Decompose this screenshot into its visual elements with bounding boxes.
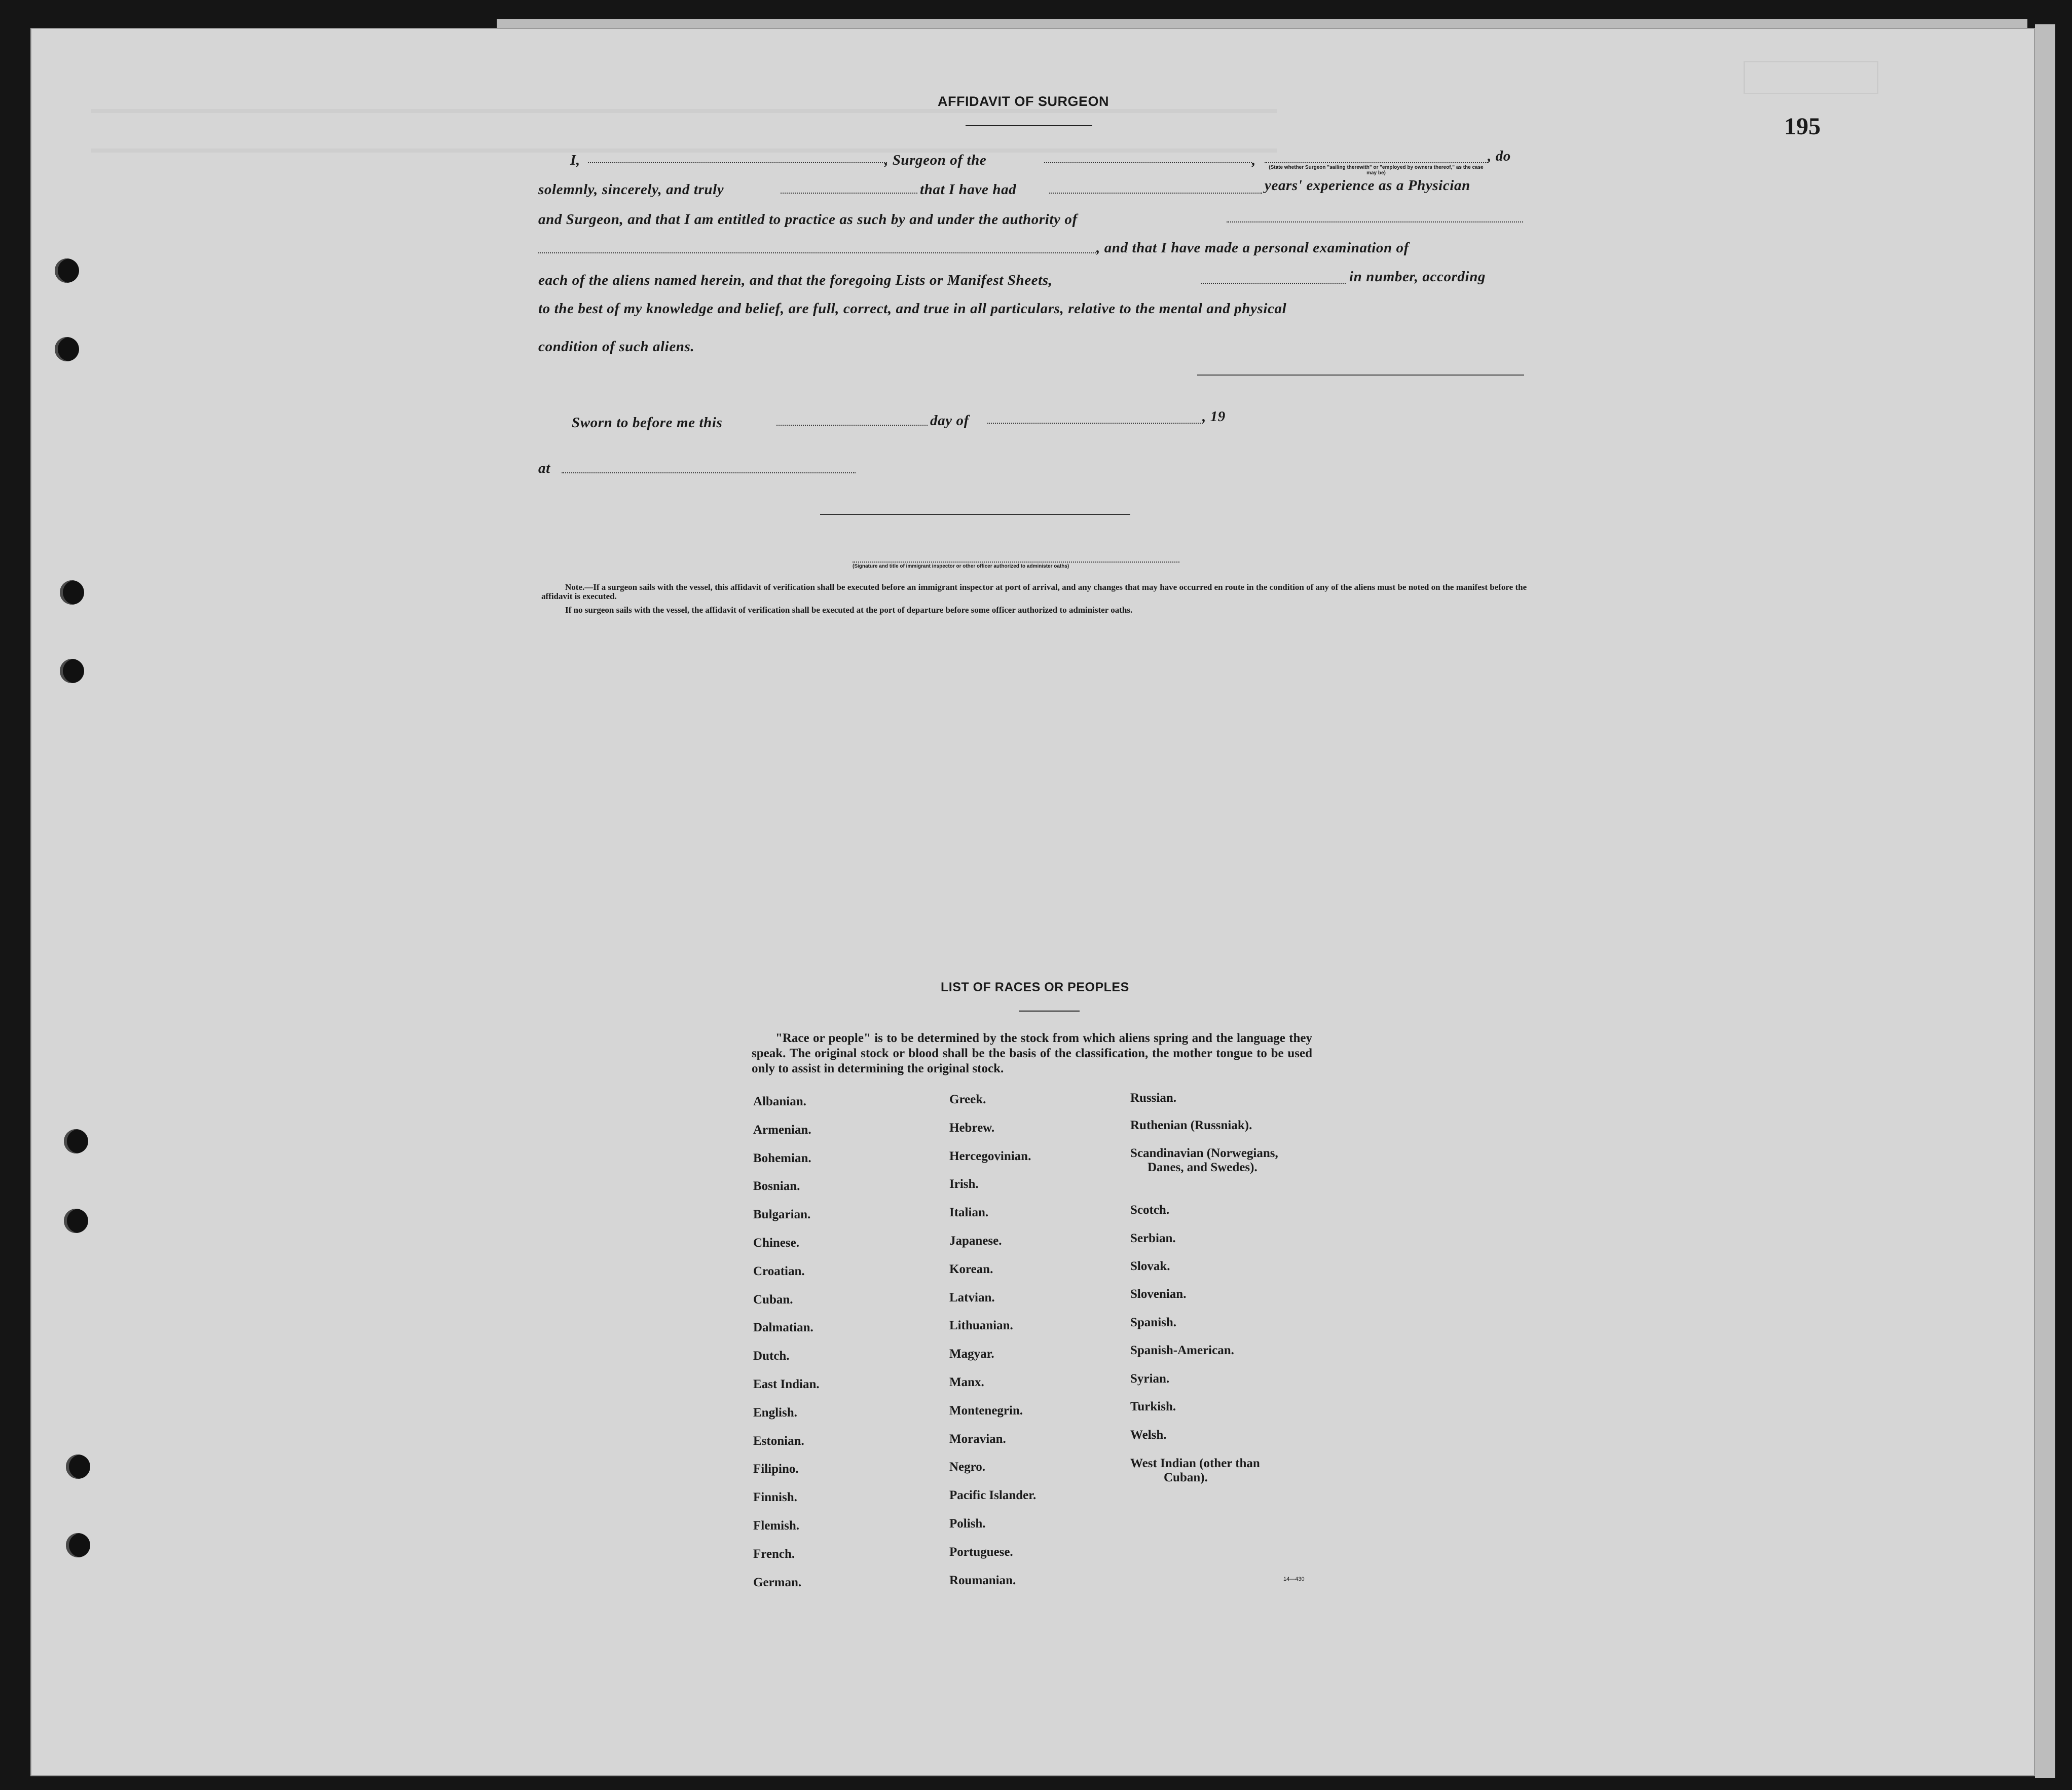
bleed-through-stamp	[1744, 61, 1878, 94]
race-item: Pacific Islander.	[949, 1488, 1037, 1502]
solemnly-blank[interactable]	[781, 193, 917, 194]
affidavit-line1-i: I,	[570, 152, 580, 168]
surgeon-status-instruction: (State whether Surgeon "sailing therewith" or "employed by owners thereof," as the case may be)	[1269, 165, 1484, 176]
vessel-name-blank[interactable]	[1044, 162, 1252, 163]
sworn-day-of: day of	[930, 413, 969, 429]
affidavit-line2-solemnly: solemnly, sincerely, and truly	[538, 181, 724, 198]
affidavit-line1-do: , do	[1488, 148, 1511, 164]
affidavit-note-1: Note.—If a surgeon sails with the vessel, this affidavit of verification shall be executed before an immigrant inspector at port of arrival, and any changes that may have occurred en route in the condition of any of the aliens must be noted on the manifest before the affidavit is executed.	[541, 582, 1527, 601]
binder-hole-5	[64, 1129, 88, 1153]
race-item: Hebrew.	[949, 1121, 995, 1135]
race-item: Montenegrin.	[949, 1404, 1023, 1418]
sworn-place-blank[interactable]	[562, 472, 856, 473]
binder-hole-3	[60, 580, 84, 605]
race-item: Bosnian.	[753, 1179, 800, 1193]
race-item: Armenian.	[753, 1123, 811, 1137]
binder-hole-6	[64, 1209, 88, 1233]
affidavit-line1-comma: ,	[1252, 152, 1256, 168]
surgeon-signature-line[interactable]	[1197, 375, 1524, 376]
sworn-day-blank[interactable]	[776, 425, 928, 426]
race-item: Scandinavian (Norwegians,	[1130, 1146, 1278, 1160]
race-item: Ruthenian (Russniak).	[1130, 1118, 1252, 1132]
race-item: Slovak.	[1130, 1259, 1170, 1273]
affidavit-title-rule	[966, 125, 1092, 126]
race-item: Roumanian.	[949, 1574, 1016, 1587]
race-item: Cuban.	[753, 1293, 793, 1307]
race-item: Scotch.	[1130, 1203, 1170, 1217]
race-item: Finnish.	[753, 1490, 797, 1504]
race-item: Latvian.	[949, 1291, 995, 1304]
authority-blank-1[interactable]	[1227, 221, 1523, 222]
authority-blank-2[interactable]	[538, 252, 1096, 253]
binder-hole-8	[66, 1533, 90, 1557]
race-item: Portuguese.	[949, 1545, 1013, 1559]
sworn-month-blank[interactable]	[987, 423, 1203, 424]
race-item: Bohemian.	[753, 1151, 811, 1165]
affidavit-note-2: If no surgeon sails with the vessel, the affidavit of verification shall be executed at the port of departure before some officer authorized to administer oaths.	[565, 605, 1133, 615]
affidavit-title: AFFIDAVIT OF SURGEON	[938, 94, 1109, 109]
binder-hole-2	[55, 337, 79, 361]
bleed-through-header	[91, 109, 1277, 153]
race-item: Italian.	[949, 1206, 989, 1219]
affidavit-line3: and Surgeon, and that I am entitled to practice as such by and under the authority of	[538, 211, 1078, 228]
race-item: Syrian.	[1130, 1372, 1170, 1386]
race-item: Albanian.	[753, 1095, 806, 1108]
sworn-text: Sworn to before me this	[572, 415, 723, 431]
right-page-edge	[2035, 24, 2055, 1778]
race-item: Slovenian.	[1130, 1287, 1187, 1301]
race-item: Manx.	[949, 1375, 984, 1389]
race-item: Magyar.	[949, 1347, 994, 1361]
race-item: Negro.	[949, 1460, 986, 1474]
binder-hole-4	[60, 659, 84, 683]
sworn-at: at	[538, 460, 550, 476]
race-item: German.	[753, 1576, 802, 1589]
manifest-sheets-count-blank[interactable]	[1201, 283, 1346, 284]
race-item: Cuban).	[1164, 1471, 1208, 1484]
race-item: Irish.	[949, 1177, 979, 1191]
race-item: Turkish.	[1130, 1400, 1176, 1413]
race-item: English.	[753, 1406, 797, 1420]
affidavit-line1-surgeon: , Surgeon of the	[884, 152, 987, 168]
race-item: Dalmatian.	[753, 1321, 813, 1334]
race-item: Welsh.	[1130, 1428, 1167, 1442]
affidavit-line7: condition of such aliens.	[538, 339, 695, 355]
surgeon-name-blank[interactable]	[588, 162, 887, 163]
race-item: Korean.	[949, 1262, 993, 1276]
races-title-rule	[1019, 1011, 1080, 1012]
race-item: Danes, and Swedes).	[1148, 1161, 1257, 1174]
race-item: Bulgarian.	[753, 1208, 811, 1221]
race-item: Serbian.	[1130, 1232, 1176, 1245]
race-item: Polish.	[949, 1517, 986, 1531]
sworn-year: , 19	[1202, 408, 1226, 425]
race-item: East Indian.	[753, 1377, 820, 1391]
race-item: French.	[753, 1547, 795, 1561]
race-item: Dutch.	[753, 1349, 790, 1363]
affidavit-line6: to the best of my knowledge and belief, are full, correct, and true in all particulars, relative to the mental and physical	[538, 301, 1287, 317]
races-intro: "Race or people" is to be determined by the stock from which aliens spring and the language they speak. The original stock or blood shall be the basis of the classification, the mother tongue to be used only to assist in determining the original stock.	[752, 1031, 1312, 1075]
affidavit-line2-years: years' experience as a Physician	[1265, 177, 1470, 194]
inspector-signature-line[interactable]	[853, 562, 1179, 563]
officer-line[interactable]	[820, 514, 1130, 515]
race-item: Flemish.	[753, 1519, 799, 1533]
binder-hole-1	[55, 258, 79, 283]
form-code: 14—430	[1283, 1576, 1305, 1582]
affidavit-line5: each of the aliens named herein, and that the foregoing Lists or Manifest Sheets,	[538, 272, 1053, 288]
race-item: Japanese.	[949, 1234, 1002, 1248]
races-title: LIST OF RACES OR PEOPLES	[941, 980, 1129, 994]
binder-hole-7	[66, 1455, 90, 1479]
race-item: Estonian.	[753, 1434, 804, 1448]
race-item: Greek.	[949, 1093, 986, 1106]
race-item: Moravian.	[949, 1432, 1006, 1446]
race-item: Spanish.	[1130, 1316, 1177, 1329]
race-item: Lithuanian.	[949, 1319, 1013, 1332]
race-item: Croatian.	[753, 1264, 805, 1278]
race-item: Russian.	[1130, 1091, 1177, 1105]
inspector-signature-caption: (Signature and title of immigrant inspector or other officer authorized to administer oaths)	[853, 564, 1069, 569]
race-item: West Indian (other than	[1130, 1457, 1260, 1470]
race-item: Hercegovinian.	[949, 1149, 1031, 1163]
surgeon-status-blank[interactable]	[1265, 162, 1488, 163]
affidavit-line4: , and that I have made a personal examination of	[1096, 240, 1409, 256]
race-item: Chinese.	[753, 1236, 799, 1250]
document-page	[30, 28, 2035, 1776]
page-number: 195	[1784, 113, 1821, 140]
affidavit-line2-had: that I have had	[920, 181, 1017, 198]
years-experience-blank[interactable]	[1049, 193, 1262, 194]
affidavit-line5-number: in number, according	[1349, 269, 1486, 285]
race-item: Spanish-American.	[1130, 1344, 1234, 1357]
race-item: Filipino.	[753, 1462, 799, 1476]
